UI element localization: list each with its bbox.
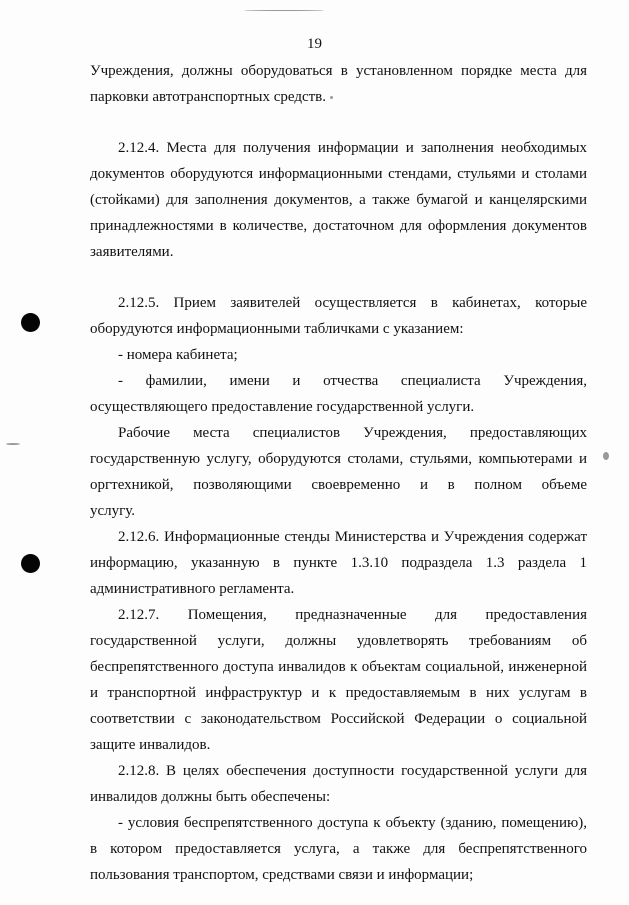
text-line: Рабочие места специалистов Учреждения, предоставляющих (118, 425, 587, 441)
text-line: оргтехникой, позволяющими своевременно и в полном объеме (90, 477, 587, 493)
text-line: заявителями. (90, 244, 174, 260)
text-line: Учреждения, должны оборудоваться в установленном порядке места для (90, 63, 587, 79)
text-line: - номера кабинета; (118, 347, 238, 363)
text-line: пользования транспортом, средствами связи и информации; (90, 867, 474, 883)
text-line: 2.12.5. Прием заявителей осуществляется в кабинетах, которые (118, 295, 587, 311)
text-line: защите инвалидов. (90, 737, 211, 753)
text-line: (стойками) для заполнения документов, а также бумагой и канцелярскими (90, 192, 587, 208)
text-line: и транспортной инфраструктур и к предоставляемым в них услугам в (90, 685, 587, 701)
page-number: 19 (307, 36, 322, 52)
text-line: документов оборудуются информационными стендами, стульями и столами (90, 166, 587, 182)
scan-speck (244, 10, 324, 11)
text-line: услугу. (90, 503, 136, 519)
text-line: государственной услуги, должны удовлетворять требованиям об (90, 633, 587, 649)
text-line: осуществляющего предоставление государственной услуги. (90, 399, 475, 415)
text-line: инвалидов должны быть обеспечены: (90, 789, 331, 805)
scan-speck (6, 443, 20, 445)
text-line: соответствии с законодательством Российской Федерации о социальной (90, 711, 587, 727)
punch-hole-top (21, 313, 40, 332)
text-line: в котором предоставляется услуга, а также для беспрепятственного (90, 841, 587, 857)
text-line: оборудуются информационными табличками с указанием: (90, 321, 464, 337)
text-line: парковки автотранспортных средств. (90, 89, 327, 105)
text-line: - фамилии, имени и отчества специалиста Учреждения, (118, 373, 587, 389)
text-line: - условия беспрепятственного доступа к объекту (зданию, помещению), (118, 815, 587, 831)
text-line: беспрепятственного доступа инвалидов к объектам социальной, инженерной (90, 659, 587, 675)
text-line: государственную услугу, оборудуются столами, стульями, компьютерами и (90, 451, 587, 467)
text-line: 2.12.4. Места для получения информации и заполнения необходимых (118, 140, 587, 156)
text-line: 2.12.7. Помещения, предназначенные для предоставления (118, 607, 587, 623)
text-line: 2.12.8. В целях обеспечения доступности государственной услуги для (118, 763, 587, 779)
text-line: принадлежностями в количестве, достаточном для оформления документов (90, 218, 587, 234)
text-line: административного регламента. (90, 581, 295, 597)
scan-speck (330, 96, 333, 99)
text-line: информацию, указанную в пункте 1.3.10 подраздела 1.3 раздела 1 (90, 555, 587, 571)
scan-speck (603, 452, 609, 460)
punch-hole-bottom (21, 554, 40, 573)
text-line: 2.12.6. Информационные стенды Министерства и Учреждения содержат (118, 529, 587, 545)
